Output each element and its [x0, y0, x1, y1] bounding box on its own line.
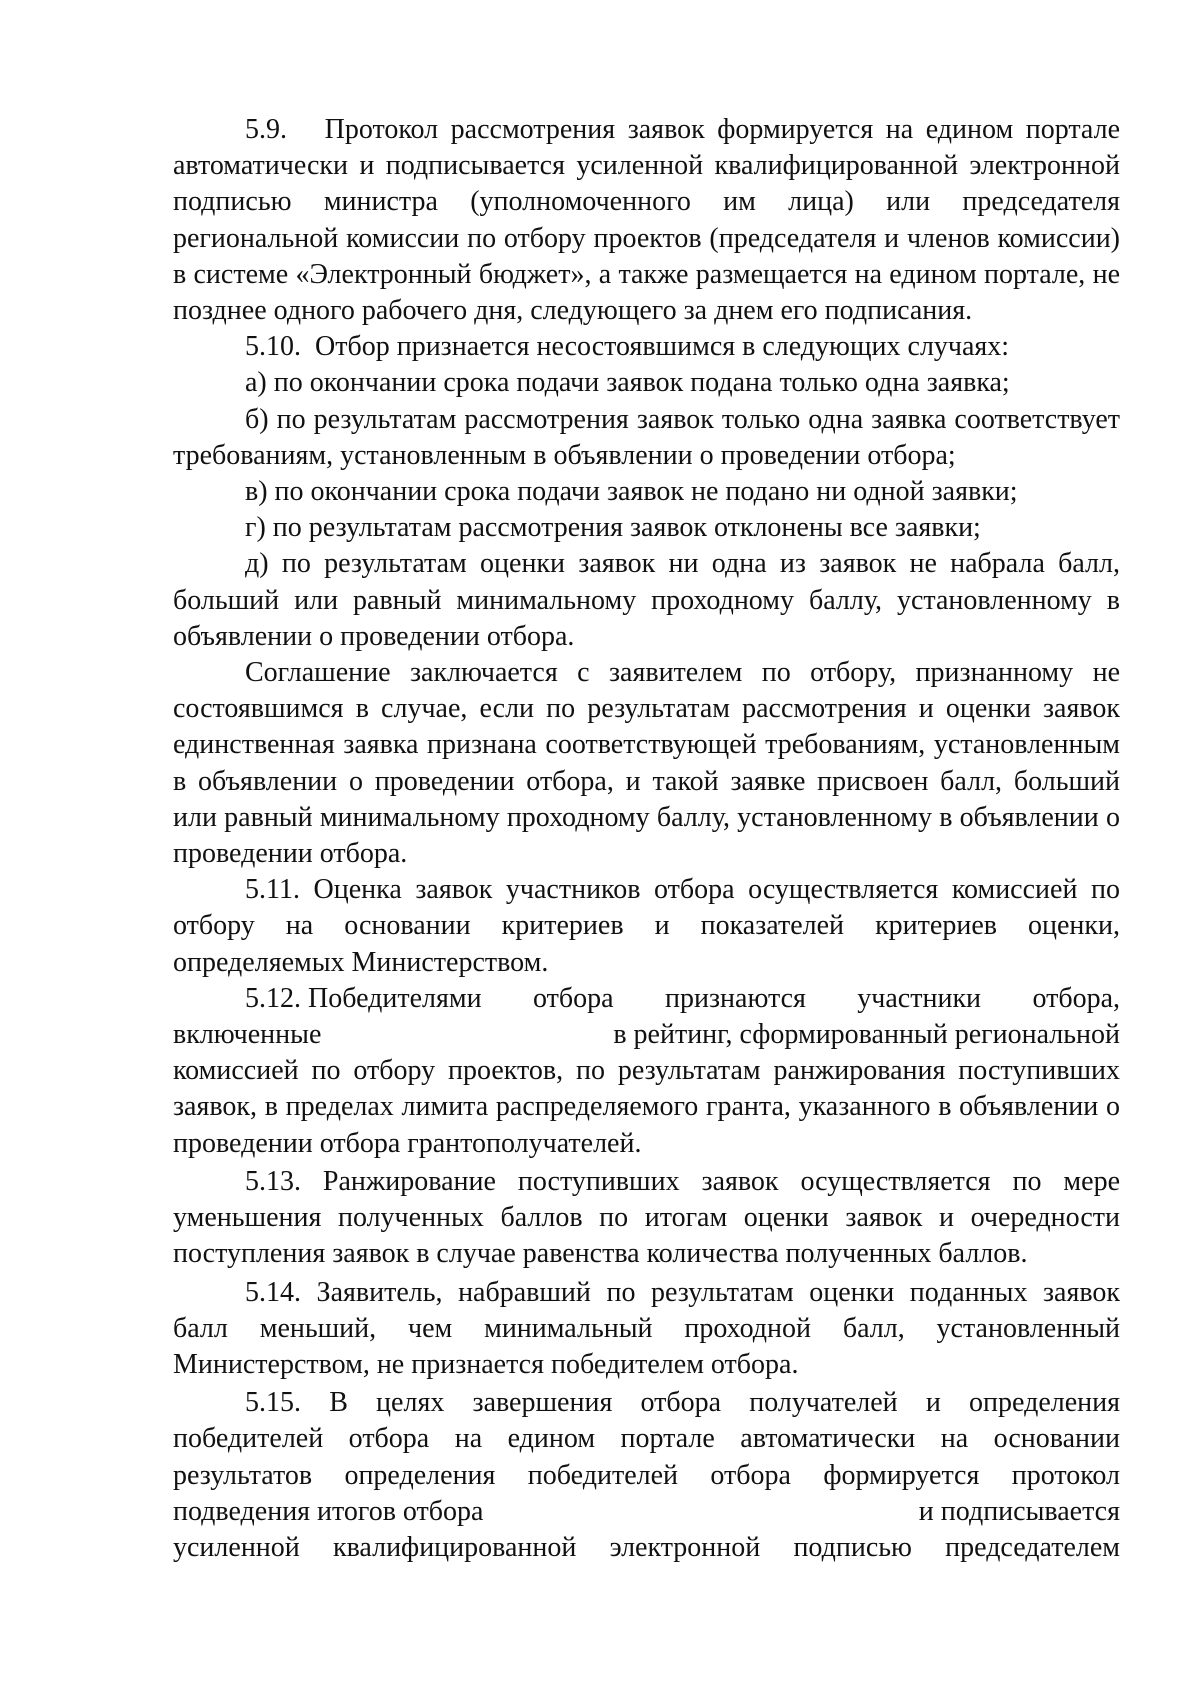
paragraph-5-10-b: б) по результатам рассмотрения заявок только одна заявка соответствует требованиям, установленным в объявлении о проведении отбора;	[173, 403, 1120, 471]
p512-line2-right: в рейтинг, сформированный региональной	[613, 1019, 1120, 1051]
paragraph-5-11: 5.11. Оценка заявок участников отбора осуществляется комиссией по отбору на основании критериев и показателей критериев оценки, определяемых Министерством.	[173, 874, 1120, 978]
paragraph-5-12	[173, 981, 1120, 1162]
p512-w1: 5.12. Победителями	[245, 982, 482, 1014]
p512-w3: признаются	[665, 982, 806, 1014]
p515-line-right: и подписывается	[918, 1495, 1120, 1527]
paragraph-5-10-d: д) по результатам оценки заявок ни одна из заявок не набрала балл, больший или равный минимальному проходному баллу, установленному в объявлении о проведении отбора.	[173, 548, 1120, 652]
paragraph-5-14: 5.14. Заявитель, набравший по результатам оценки поданных заявок балл меньший, чем минимальный проходной балл, установленный Министерством, не признается победителем отбора.	[173, 1276, 1120, 1380]
paragraph-5-10-v: в) по окончании срока подачи заявок не подано ни одной заявки;	[245, 476, 1018, 508]
paragraph-agreement: Соглашение заключается с заявителем по отбору, признанному не состоявшимся в случае, если по результатам рассмотрения и оценки заявок единственная заявка признана соответствующей требованиям, установленным в объявлении о проведении отбора, и такой заявке присвоен балл, больший или равный минимальному проходному баллу, установленному в объявлении о проведении отбора.	[173, 657, 1120, 870]
paragraph-5-15-part1: 5.15. В целях завершения отбора получателей и определения победителей отбора на едином портале автоматически на основании результатов определения победителей отбора формируется протокол	[173, 1387, 1120, 1491]
paragraph-5-12-line2	[173, 1017, 1120, 1053]
paragraph-5-15	[173, 1385, 1120, 1566]
p512-w4: участники	[857, 982, 982, 1014]
paragraph-5-9: 5.9. Протокол рассмотрения заявок формируется на едином портале автоматически и подписывается усиленной квалифицированной электронной подписью министра (уполномоченного им лица) или председателя региональной комиссии по отбору проектов (председателя и членов комиссии) в системе «Электронный бюджет», а также размещается на едином портале, не позднее одного рабочего дня, следующего за днем его подписания.	[173, 114, 1120, 327]
p512-line2-left: включенные	[173, 1019, 322, 1051]
paragraph-5-13: 5.13. Ранжирование поступивших заявок осуществляется по мере уменьшения полученных баллов по итогам оценки заявок и очередности поступления заявок в случае равенства количества полученных баллов.	[173, 1165, 1120, 1270]
paragraph-5-10-g: г) по результатам рассмотрения заявок отклонены все заявки;	[245, 512, 981, 544]
paragraph-5-10-a: а) по окончании срока подачи заявок подана только одна заявка;	[245, 367, 1010, 399]
paragraph-5-12-line1	[173, 981, 1120, 1017]
paragraph-5-15-line	[173, 1494, 1120, 1530]
p515-line-left: подведения итогов отбора	[173, 1495, 484, 1527]
paragraph-5-12-rest: комиссией по отбору проектов, по результатам ранжирования поступивших заявок, в пределах лимита распределяемого гранта, указанного в объявлении о проведении отбора грантополучателей.	[173, 1055, 1120, 1159]
paragraph-5-15-tail: усиленной квалифицированной электронной подписью председателем	[173, 1531, 1120, 1563]
p512-w5: отбора,	[1032, 982, 1120, 1014]
p512-w2: отбора	[533, 982, 614, 1014]
paragraph-5-10: 5.10. Отбор признается несостоявшимся в следующих случаях:	[245, 331, 1010, 363]
document-page	[173, 112, 1120, 1566]
